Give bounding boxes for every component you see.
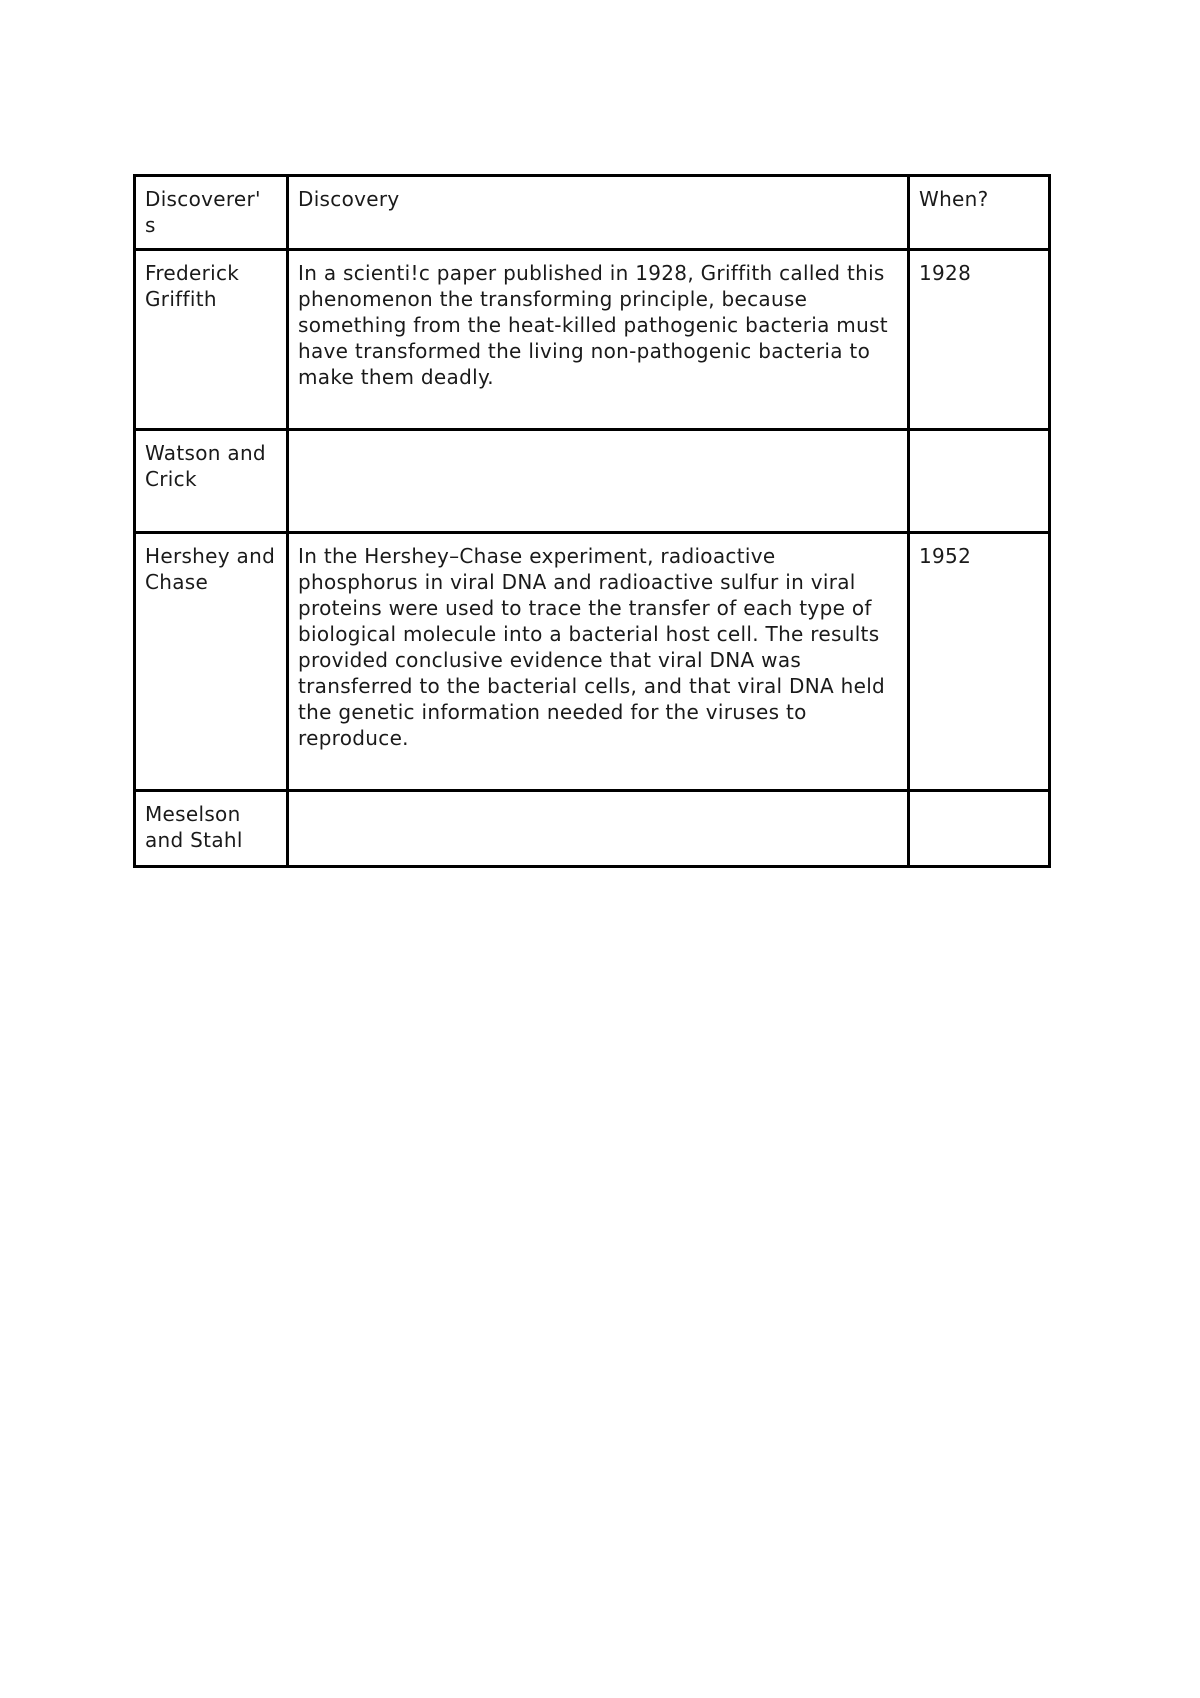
when-cell xyxy=(909,250,1050,430)
header-discoverers-label: Discoverer' s xyxy=(145,187,261,237)
discoverer-cell xyxy=(135,250,288,430)
header-when xyxy=(909,176,1050,250)
table-row xyxy=(135,250,1050,430)
discovery-cell xyxy=(288,430,909,533)
when-cell xyxy=(909,791,1050,867)
discovery-cell xyxy=(288,250,909,430)
table-row xyxy=(135,533,1050,791)
header-discovery xyxy=(288,176,909,250)
discovery-cell xyxy=(288,533,909,791)
when-cell xyxy=(909,533,1050,791)
discoverer-cell xyxy=(135,533,288,791)
discoverer-name: Frederick Griffith xyxy=(145,261,240,311)
when-cell xyxy=(909,430,1050,533)
discoverer-name: Meselson and Stahl xyxy=(145,802,243,852)
discovery-text: In a scienti!c paper published in 1928, Griffith called this phenomenon the transforming principle, because something from the heat-killed pathogenic bacteria must have transformed the living non-pathogenic bacteria to make them deadly. xyxy=(298,261,888,389)
discoverer-cell xyxy=(135,430,288,533)
header-discovery-label: Discovery xyxy=(298,187,400,211)
header-when-label: When? xyxy=(919,187,989,211)
discovery-text: In the Hershey–Chase experiment, radioactive phosphorus in viral DNA and radioactive sulfur in viral proteins were used to trace the transfer of each type of biological molecule into a bacterial host cell. The results provided conclusive evidence that viral DNA was transferred to the bacterial cells, and that viral DNA held the genetic information needed for the viruses to reproduce. xyxy=(298,544,886,750)
discoverer-name: Watson and Crick xyxy=(145,441,266,491)
discoverer-name: Hershey and Chase xyxy=(145,544,276,594)
when-year: 1952 xyxy=(919,544,972,568)
discoverer-cell xyxy=(135,791,288,867)
when-year: 1928 xyxy=(919,261,972,285)
discoveries-table xyxy=(133,174,1051,868)
header-discoverers xyxy=(135,176,288,250)
table-row xyxy=(135,791,1050,867)
table-header-row xyxy=(135,176,1050,250)
discovery-cell xyxy=(288,791,909,867)
table-row xyxy=(135,430,1050,533)
